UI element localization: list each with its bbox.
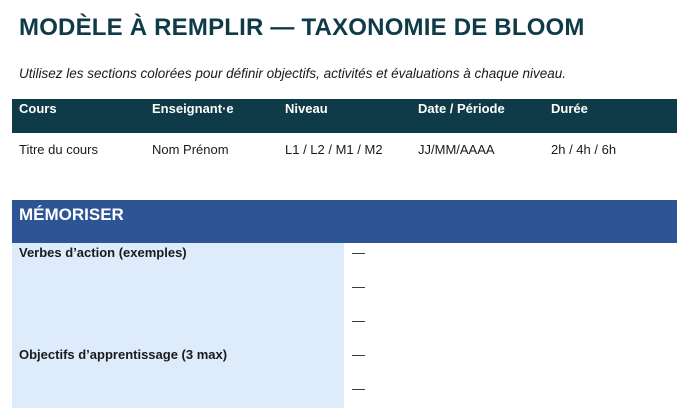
section-label-column (12, 243, 344, 408)
header-cours: Cours (19, 101, 57, 116)
cell-date[interactable]: JJ/MM/AAAA (418, 142, 495, 157)
section-title-memoriser: MÉMORISER (12, 200, 677, 243)
course-info-table (12, 99, 677, 159)
document-subtitle: Utilisez les sections colorées pour définir objectifs, activités et évaluations à chaque niveau. (19, 66, 567, 81)
cell-cours[interactable]: Titre du cours (19, 142, 98, 157)
cell-enseignant[interactable]: Nom Prénom (152, 142, 229, 157)
label-learning-objectives: Objectifs d’apprentissage (3 max) (19, 347, 228, 362)
entry-line[interactable]: — (352, 313, 365, 328)
cell-niveau[interactable]: L1 / L2 / M1 / M2 (285, 142, 383, 157)
table-header-row (12, 99, 677, 133)
entry-line[interactable]: — (352, 279, 365, 294)
entry-line[interactable]: — (352, 245, 365, 260)
entry-line[interactable]: — (352, 381, 365, 396)
entry-line[interactable]: — (352, 347, 365, 362)
header-duree: Durée (551, 101, 588, 116)
header-enseignant: Enseignant·e (152, 101, 234, 116)
cell-duree[interactable]: 2h / 4h / 6h (551, 142, 617, 157)
header-date: Date / Période (418, 101, 505, 116)
header-niveau: Niveau (285, 101, 328, 116)
document-title: MODÈLE À REMPLIR — TAXONOMIE DE BLOOM (19, 14, 585, 41)
label-action-verbs: Verbes d’action (exemples) (19, 245, 187, 260)
table-row (12, 133, 677, 159)
